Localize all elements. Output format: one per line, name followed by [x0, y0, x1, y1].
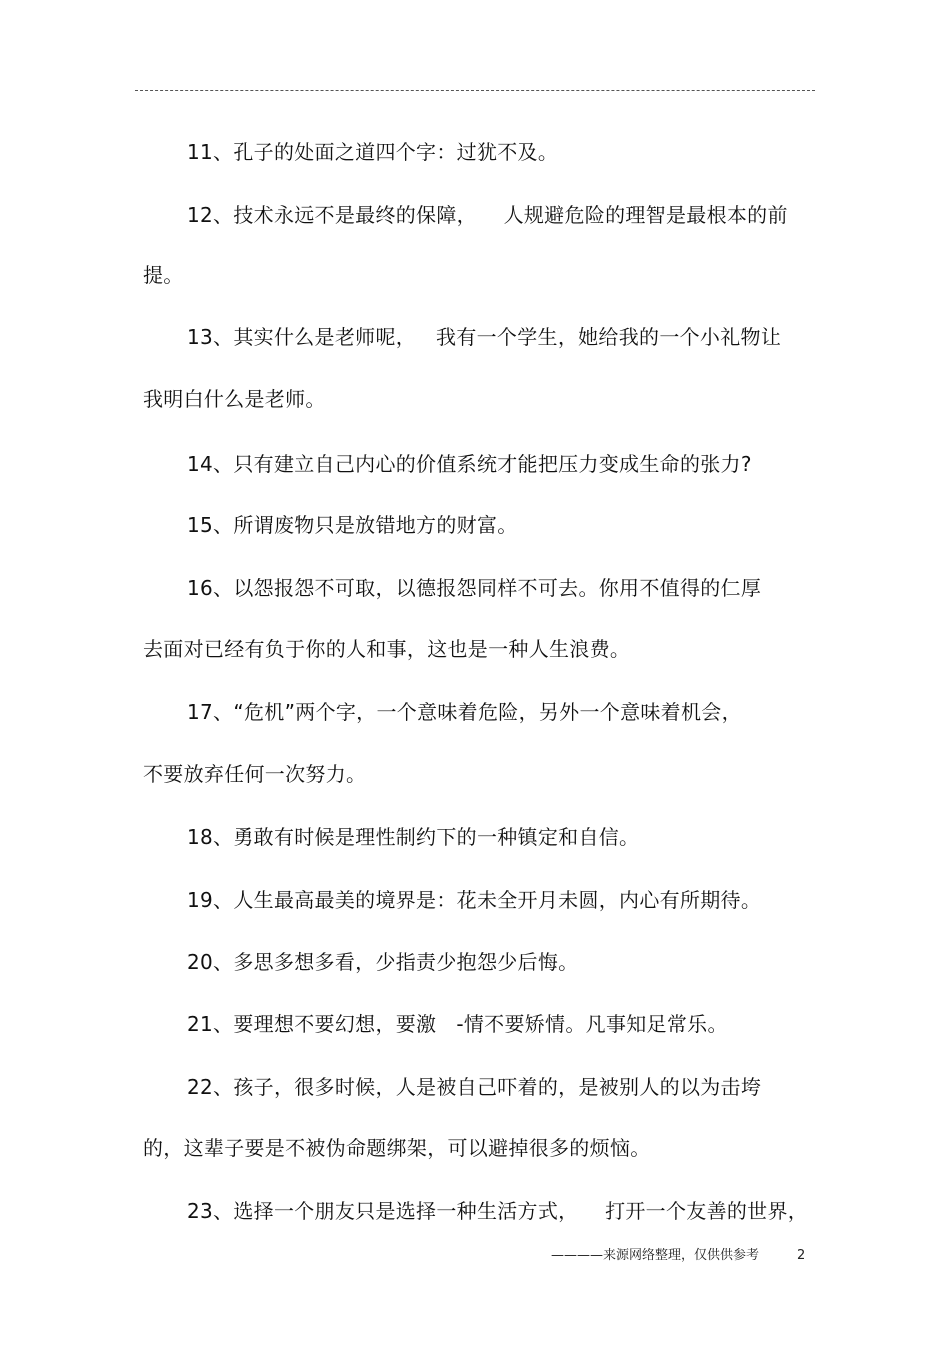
paragraph-13-line-1: 13、其实什么是老师呢， 我有一个学生，她给我的一个小礼物让	[187, 325, 782, 349]
paragraph-12-line-1: 12、技术永远不是最终的保障， 人规避危险的理智是最根本的前	[187, 203, 788, 227]
paragraph-14-line-1: 14、只有建立自己内心的价值系统才能把压力变成生命的张力?	[187, 452, 752, 476]
page-number: 2	[797, 1248, 806, 1263]
paragraph-18-line-1: 18、勇敢有时候是理性制约下的一种镇定和自信。	[187, 825, 640, 849]
footer-source-note: ————来源网络整理，仅供供参考	[551, 1248, 760, 1263]
paragraph-15-line-1: 15、所谓废物只是放错地方的财富。	[187, 513, 518, 537]
header-divider	[135, 90, 815, 91]
paragraph-17-line-1: 17、“危机”两个字，一个意味着危险，另外一个意味着机会，	[187, 700, 742, 724]
paragraph-20-line-1: 20、多思多想多看，少指责少抱怨少后悔。	[187, 950, 579, 974]
paragraph-21-line-1: 21、要理想不要幻想，要激 -情不要矫情。凡事知足常乐。	[187, 1012, 728, 1036]
paragraph-17-line-2: 不要放弃任何一次努力。	[143, 762, 367, 786]
paragraph-23-line-1: 23、选择一个朋友只是选择一种生活方式， 打开一个友善的世界，	[187, 1199, 809, 1223]
paragraph-22-line-2: 的，这辈子要是不被伪命题绑架，可以避掉很多的烦恼。	[143, 1136, 651, 1160]
paragraph-11-line-1: 11、孔子的处面之道四个字：过犹不及。	[187, 140, 559, 164]
paragraph-16-line-2: 去面对已经有负于你的人和事，这也是一种人生浪费。	[143, 637, 631, 661]
paragraph-22-line-1: 22、孩子，很多时候，人是被自己吓着的，是被别人的以为击垮	[187, 1075, 762, 1099]
paragraph-19-line-1: 19、人生最高最美的境界是：花未全开月未圆，内心有所期待。	[187, 888, 762, 912]
paragraph-16-line-1: 16、以怨报怨不可取，以德报怨同样不可去。你用不值得的仁厚	[187, 576, 762, 600]
paragraph-12-line-2: 提。	[143, 263, 184, 287]
paragraph-13-line-2: 我明白什么是老师。	[143, 387, 326, 411]
